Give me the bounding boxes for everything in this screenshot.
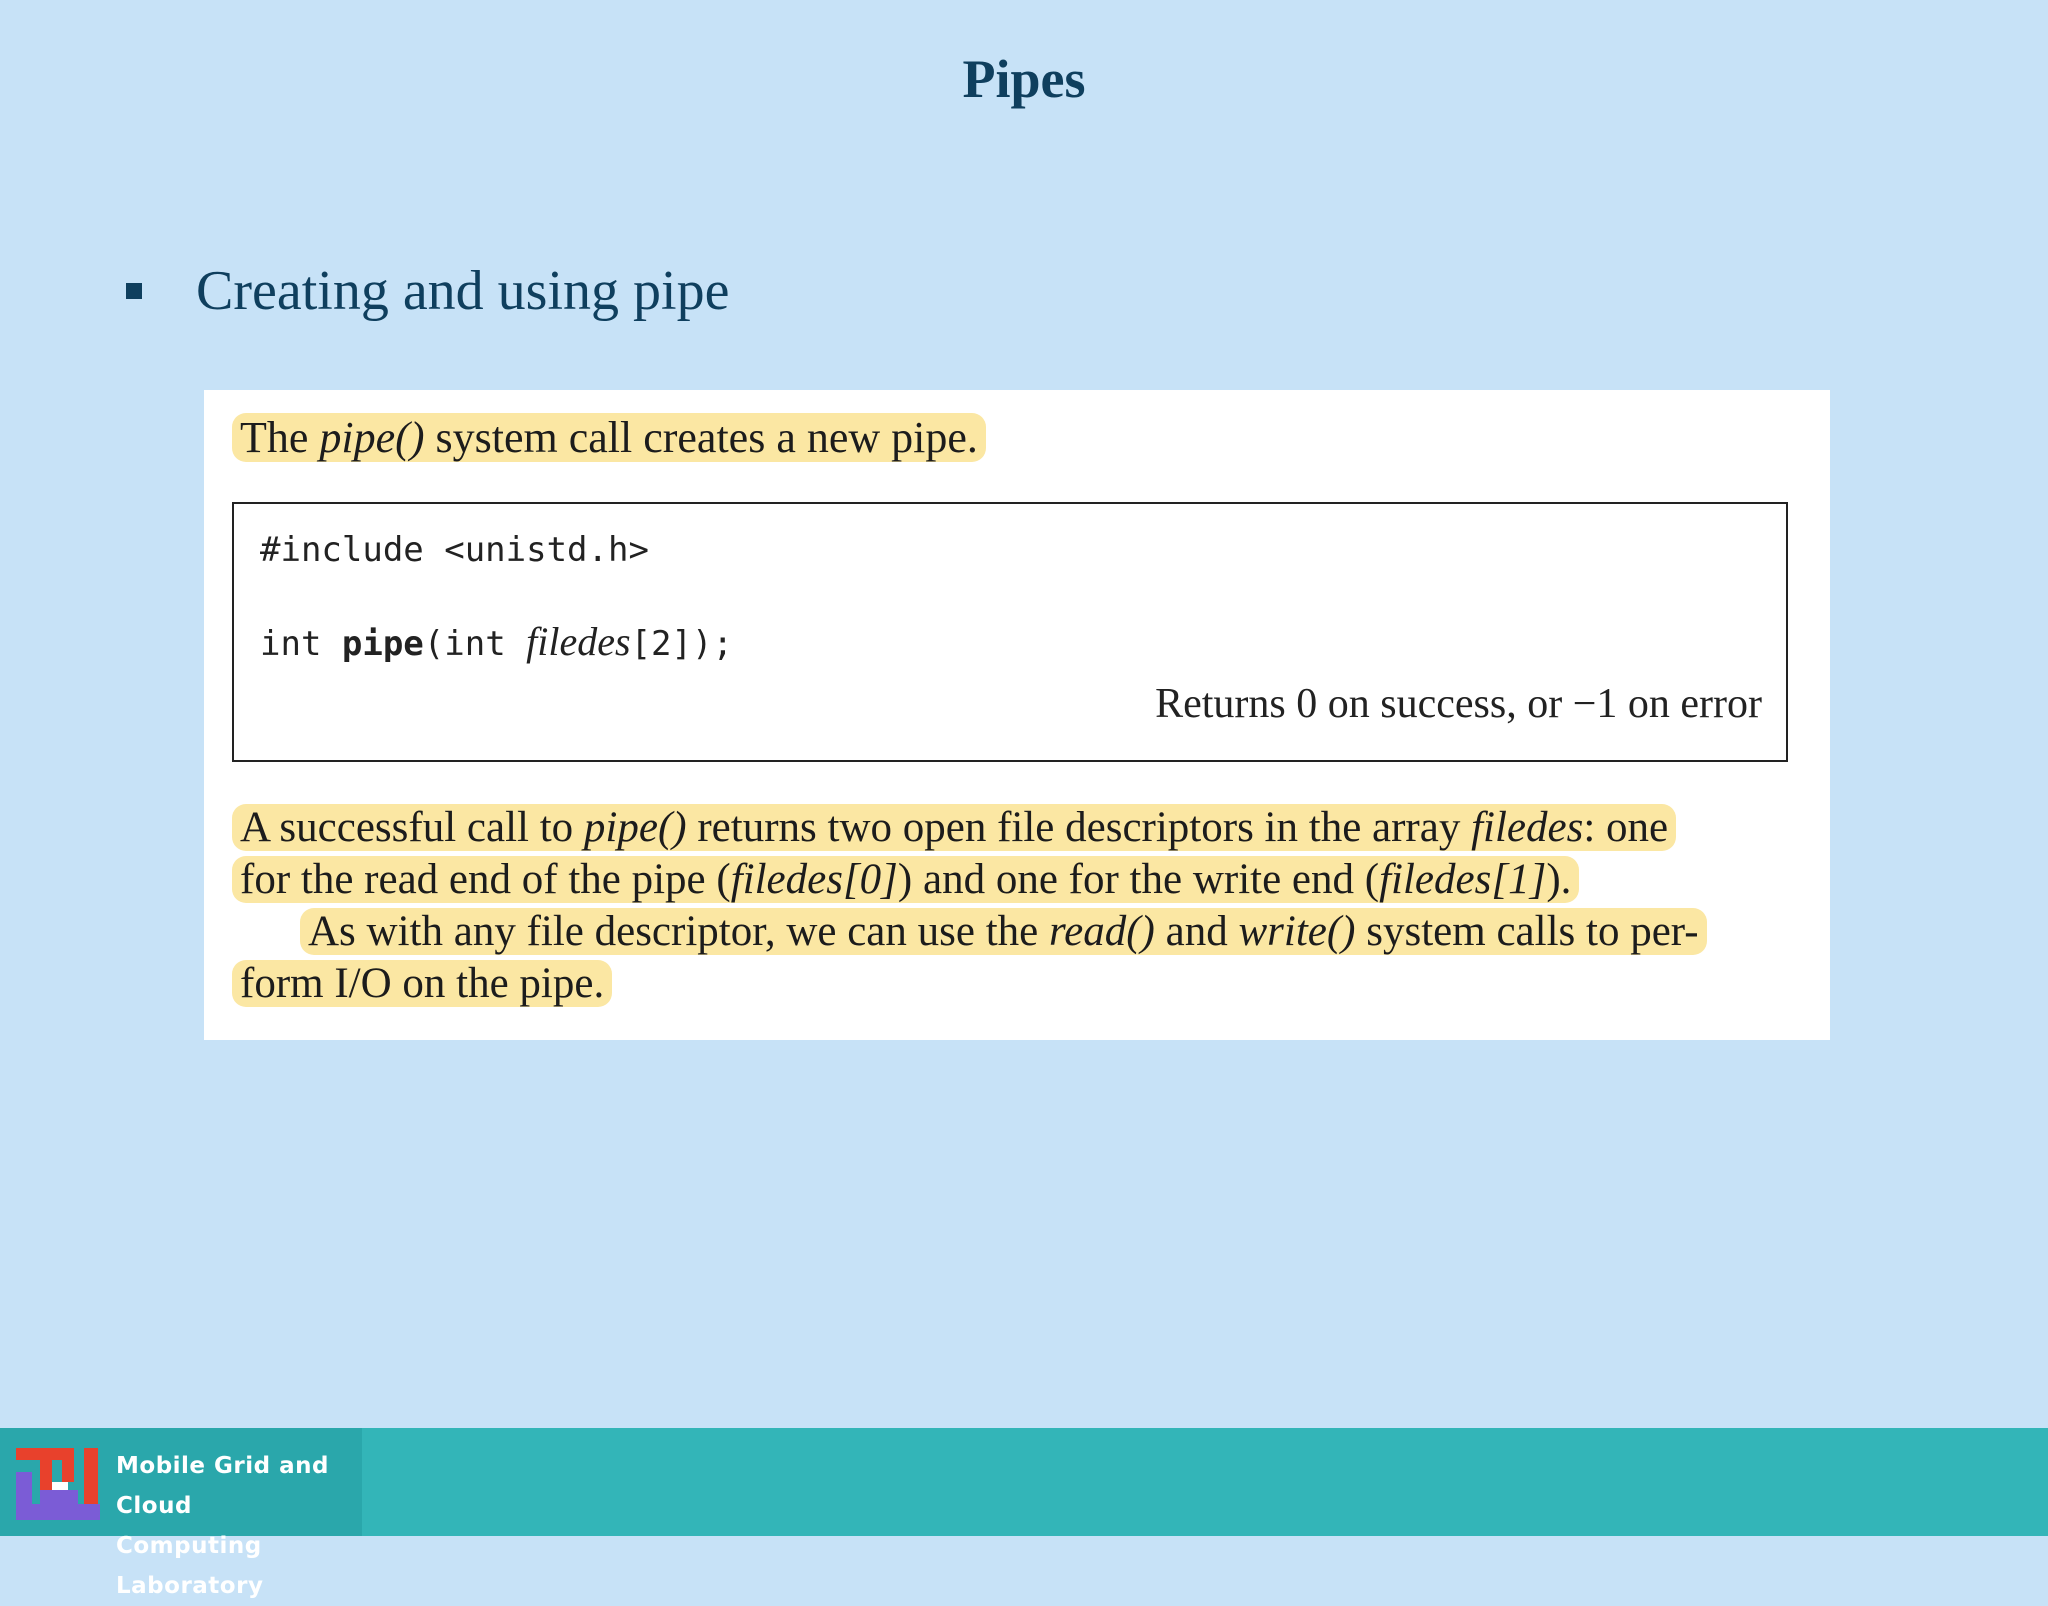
- intro-text: The: [240, 413, 320, 462]
- para-text: and: [1154, 908, 1239, 955]
- para-line-3: [232, 906, 1816, 958]
- para-text: form I/O on the pipe.: [240, 960, 605, 1007]
- para-line-4: [232, 958, 1816, 1010]
- para-func-ref: write(): [1238, 908, 1356, 955]
- para-text: A successful call to: [240, 804, 584, 851]
- para-var-ref: filedes[0]: [730, 856, 898, 903]
- return-value-note: Returns 0 on success, or −1 on error: [1155, 681, 1762, 727]
- para-var-ref: filedes: [1471, 804, 1584, 851]
- highlight: [232, 804, 1676, 851]
- para-line-1: [232, 802, 1816, 854]
- bullet-square-icon: [126, 283, 142, 299]
- highlight: [300, 908, 1707, 955]
- highlight: [232, 856, 1579, 903]
- footer-bar: [0, 1428, 2048, 1599]
- bullet-item: [126, 258, 729, 324]
- slide-title: Pipes: [962, 49, 1086, 109]
- intro-text: system call creates a new pipe.: [424, 413, 978, 462]
- lab-badge: [0, 1428, 362, 1599]
- para-func-ref: read(): [1049, 908, 1155, 955]
- code-open: (int: [423, 624, 527, 664]
- lab-logo-icon: [14, 1446, 102, 1522]
- code-box: [232, 502, 1788, 762]
- bullet-text: Creating and using pipe: [196, 260, 730, 322]
- lab-name-line-1: Mobile Grid and Cloud: [116, 1453, 329, 1519]
- code-signature-line: [260, 618, 733, 665]
- para-text: As with any file descriptor, we can use the: [308, 908, 1049, 955]
- para-line-2: [232, 854, 1816, 906]
- para-text: : one: [1583, 804, 1669, 851]
- lab-name-line-2: Computing Laboratory: [116, 1533, 264, 1599]
- code-arg-name: filedes: [526, 619, 631, 664]
- code-function-name: pipe: [341, 624, 424, 664]
- para-text: system calls to per-: [1355, 908, 1699, 955]
- code-close: [2]);: [630, 624, 733, 664]
- code-include-line: #include <unistd.h>: [260, 530, 649, 570]
- book-excerpt-image: [204, 390, 1830, 1040]
- para-text: returns two open file descriptors in the array: [686, 804, 1472, 851]
- description-paragraph: [232, 802, 1816, 1010]
- para-var-ref: filedes[1]: [1379, 856, 1547, 903]
- para-func-ref: pipe(): [583, 804, 687, 851]
- code-type: int: [260, 624, 342, 664]
- para-text: ).: [1546, 856, 1572, 903]
- para-text: ) and one for the write end (: [897, 856, 1380, 903]
- para-text: for the read end of the pipe (: [240, 856, 731, 903]
- lab-name: [116, 1446, 362, 1606]
- highlight: [232, 413, 986, 462]
- pipe-func-ref: pipe(): [319, 413, 425, 462]
- intro-sentence: [232, 410, 986, 466]
- highlight: [232, 960, 612, 1007]
